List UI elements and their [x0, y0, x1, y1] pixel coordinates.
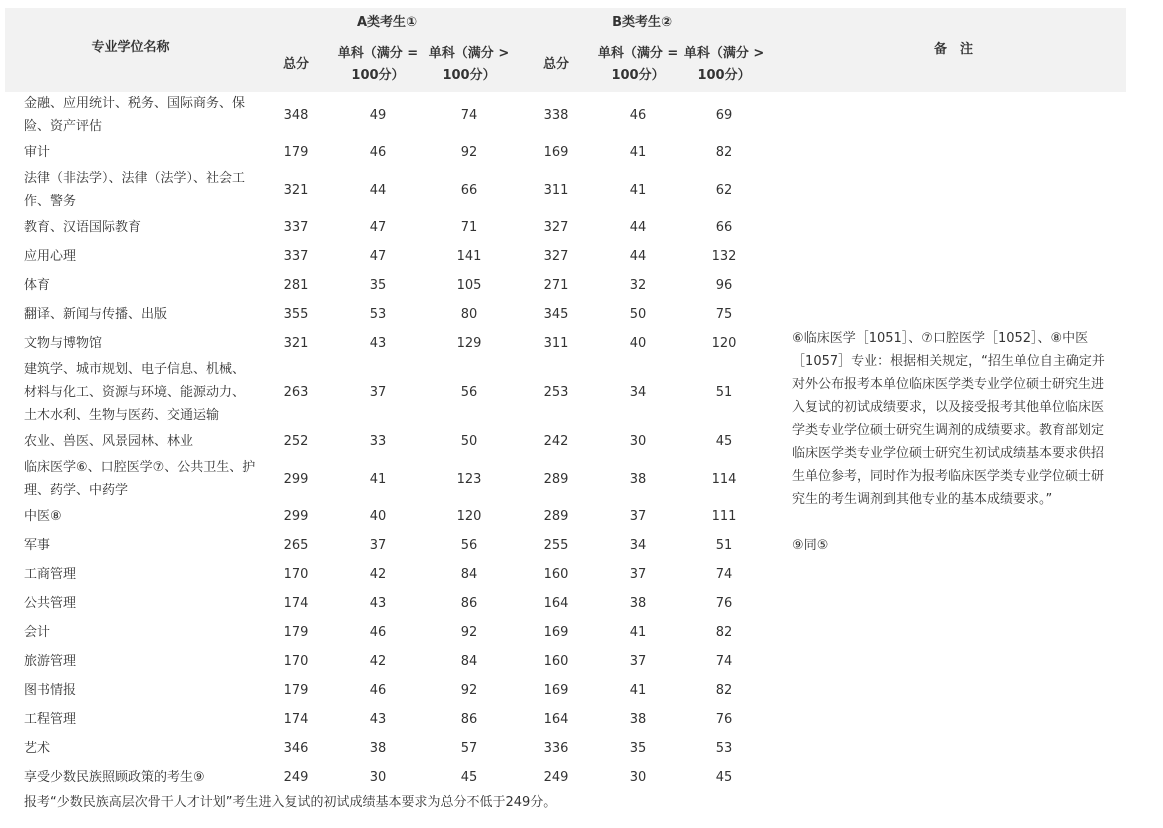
program-name-cell: 工程管理	[24, 712, 77, 727]
a-single-gt-cell: 74	[460, 107, 478, 123]
b-total-cell: 160	[543, 654, 569, 669]
b-single-eq-cell: 35	[629, 741, 647, 756]
b-single-gt-cell: 96	[715, 278, 733, 293]
header-program-name: 专业学位名称	[5, 8, 256, 92]
b-total-cell: 169	[543, 683, 569, 698]
b-single-gt-cell: 120	[711, 336, 737, 351]
b-single-gt-cell: 76	[715, 596, 733, 611]
a-single-gt-cell: 71	[460, 220, 478, 235]
program-name-cell: 翻译、新闻与传播、出版	[24, 307, 168, 322]
header-a-single-gt: 单科（满分 > 100分）	[420, 38, 518, 92]
header-remarks: 备 注	[766, 8, 1126, 92]
b-total-cell: 160	[543, 567, 569, 582]
program-name-cell: 工商管理	[24, 567, 77, 582]
a-single-eq-cell: 53	[369, 307, 387, 322]
b-single-gt-cell: 75	[715, 307, 733, 322]
a-single-eq-cell: 49	[369, 107, 387, 123]
b-single-gt-cell: 62	[715, 182, 733, 198]
b-total-cell: 327	[543, 220, 569, 235]
a-single-gt-cell: 86	[460, 712, 478, 727]
program-name-cell: 旅游管理	[24, 654, 77, 669]
a-total-cell: 337	[283, 249, 309, 264]
b-total-cell: 242	[543, 434, 569, 449]
table-row	[5, 92, 1126, 138]
b-total-cell: 164	[543, 596, 569, 611]
a-total-cell: 355	[283, 307, 309, 322]
program-name-cell: 图书情报	[24, 683, 77, 698]
b-single-gt-cell: 69	[715, 107, 733, 123]
program-name-cell: 应用心理	[24, 249, 77, 264]
a-single-gt-cell: 84	[460, 567, 478, 582]
program-name-cell: 审计	[24, 145, 51, 160]
a-single-gt-cell: 80	[460, 307, 478, 322]
b-single-eq-cell: 30	[629, 434, 647, 449]
b-total-cell: 289	[543, 509, 569, 524]
a-total-cell: 179	[283, 683, 309, 698]
b-total-cell: 271	[543, 278, 569, 293]
a-total-cell: 252	[283, 434, 309, 449]
a-single-gt-cell: 66	[460, 182, 478, 198]
a-single-gt-cell: 92	[460, 625, 478, 640]
b-total-cell: 338	[543, 107, 569, 123]
b-single-gt-cell: 82	[715, 625, 733, 640]
a-total-cell: 179	[283, 145, 309, 160]
b-single-gt-cell: 82	[715, 683, 733, 698]
b-total-cell: 255	[543, 538, 569, 553]
b-single-eq-cell: 40	[629, 336, 647, 351]
program-name-cell: 体育	[24, 278, 51, 293]
b-single-gt-cell: 114	[711, 471, 737, 487]
program-name-cell: 金融、应用统计、税务、国际商务、保险、资产评估	[24, 96, 246, 134]
b-single-gt-cell: 53	[715, 741, 733, 756]
b-single-eq-cell: 34	[629, 538, 647, 553]
a-total-cell: 321	[283, 182, 309, 198]
a-single-eq-cell: 41	[369, 471, 387, 487]
b-single-gt-cell: 82	[715, 145, 733, 160]
a-single-eq-cell: 42	[369, 654, 387, 669]
b-single-eq-cell: 44	[629, 220, 647, 235]
a-single-eq-cell: 43	[369, 596, 387, 611]
a-total-cell: 337	[283, 220, 309, 235]
b-total-cell: 249	[543, 770, 569, 785]
b-single-eq-cell: 37	[629, 654, 647, 669]
program-name-cell: 法律（非法学）、法律（法学）、社会工作、警务	[24, 171, 246, 209]
b-single-eq-cell: 37	[629, 509, 647, 524]
a-single-gt-cell: 56	[460, 385, 478, 400]
a-single-eq-cell: 35	[369, 278, 387, 293]
remark-spacer	[792, 511, 1112, 534]
b-single-eq-cell: 41	[629, 145, 647, 160]
a-single-eq-cell: 37	[369, 385, 387, 400]
remarks-cell	[766, 92, 1126, 792]
b-total-cell: 289	[543, 471, 569, 487]
b-single-eq-cell: 37	[629, 567, 647, 582]
program-name-cell: 临床医学⑥、口腔医学⑦、公共卫生、护理、药学、中药学	[24, 460, 256, 498]
a-single-eq-cell: 42	[369, 567, 387, 582]
a-total-cell: 321	[283, 336, 309, 351]
header-a-total: 总分	[256, 38, 336, 92]
b-single-gt-cell: 111	[711, 509, 737, 524]
a-single-eq-cell: 38	[369, 741, 387, 756]
a-total-cell: 174	[283, 596, 309, 611]
a-single-eq-cell: 46	[369, 145, 387, 160]
b-total-cell: 336	[543, 741, 569, 756]
a-single-eq-cell: 46	[369, 683, 387, 698]
a-single-gt-cell: 141	[456, 249, 482, 264]
program-name-cell: 建筑学、城市规划、电子信息、机械、材料与化工、资源与环境、能源动力、土木水利、生物与医药、交通运输	[24, 362, 246, 423]
a-total-cell: 249	[283, 770, 309, 785]
b-single-eq-cell: 38	[629, 471, 647, 487]
a-total-cell: 265	[283, 538, 309, 553]
a-single-gt-cell: 84	[460, 654, 478, 669]
b-single-gt-cell: 45	[715, 770, 733, 785]
b-single-eq-cell: 44	[629, 249, 647, 264]
a-single-eq-cell: 40	[369, 509, 387, 524]
a-single-eq-cell: 43	[369, 712, 387, 727]
a-single-gt-cell: 92	[460, 683, 478, 698]
a-single-gt-cell: 129	[456, 336, 482, 351]
program-name-cell: 公共管理	[24, 596, 77, 611]
remark-note-same: ⑨同⑤	[792, 538, 829, 553]
header-group-b: B类考生②	[518, 8, 766, 38]
a-single-eq-cell: 43	[369, 336, 387, 351]
b-total-cell: 169	[543, 145, 569, 160]
a-total-cell: 174	[283, 712, 309, 727]
a-single-gt-cell: 50	[460, 434, 478, 449]
b-single-gt-cell: 45	[715, 434, 733, 449]
b-single-gt-cell: 66	[715, 220, 733, 235]
b-single-gt-cell: 51	[715, 385, 733, 400]
header-b-total: 总分	[518, 38, 594, 92]
a-single-eq-cell: 46	[369, 625, 387, 640]
b-single-gt-cell: 74	[715, 654, 733, 669]
b-single-eq-cell: 38	[629, 596, 647, 611]
b-total-cell: 169	[543, 625, 569, 640]
b-total-cell: 311	[543, 336, 569, 351]
a-single-gt-cell: 56	[460, 538, 478, 553]
program-name-cell: 艺术	[24, 741, 51, 756]
a-single-gt-cell: 86	[460, 596, 478, 611]
b-single-eq-cell: 41	[629, 683, 647, 698]
header-group-a: A类考生①	[256, 8, 518, 38]
a-total-cell: 281	[283, 278, 309, 293]
b-total-cell: 327	[543, 249, 569, 264]
a-single-gt-cell: 57	[460, 741, 478, 756]
header-b-single-gt: 单科（满分 > 100分）	[682, 38, 766, 92]
b-total-cell: 311	[543, 182, 569, 198]
a-single-eq-cell: 47	[369, 220, 387, 235]
program-name-cell: 会计	[24, 625, 51, 640]
score-table	[5, 8, 1126, 792]
b-single-eq-cell: 41	[629, 625, 647, 640]
b-single-eq-cell: 41	[629, 182, 647, 198]
program-name-cell: 教育、汉语国际教育	[24, 220, 142, 235]
b-single-eq-cell: 50	[629, 307, 647, 322]
a-total-cell: 170	[283, 654, 309, 669]
program-name-cell: 文物与博物馆	[24, 336, 103, 351]
a-total-cell: 179	[283, 625, 309, 640]
a-single-eq-cell: 30	[369, 770, 387, 785]
a-total-cell: 170	[283, 567, 309, 582]
b-single-eq-cell: 32	[629, 278, 647, 293]
b-single-eq-cell: 46	[629, 107, 647, 123]
b-single-eq-cell: 38	[629, 712, 647, 727]
a-single-gt-cell: 120	[456, 509, 482, 524]
a-total-cell: 348	[283, 107, 309, 123]
a-single-eq-cell: 47	[369, 249, 387, 264]
table-header	[5, 8, 1126, 92]
a-single-eq-cell: 44	[369, 182, 387, 198]
program-name-cell: 中医⑧	[24, 509, 62, 524]
b-single-eq-cell: 34	[629, 385, 647, 400]
b-single-gt-cell: 76	[715, 712, 733, 727]
header-b-single-eq: 单科（满分 = 100分）	[594, 38, 682, 92]
program-name-cell: 军事	[24, 538, 51, 553]
program-name-cell: 农业、兽医、风景园林、林业	[24, 434, 194, 449]
a-single-gt-cell: 45	[460, 770, 478, 785]
b-single-gt-cell: 132	[711, 249, 737, 264]
table-body	[5, 92, 1126, 792]
a-total-cell: 346	[283, 741, 309, 756]
b-single-gt-cell: 74	[715, 567, 733, 582]
footnote: 报考“少数民族高层次骨干人才计划”考生进入复试的初试成绩基本要求为总分不低于249分。	[24, 795, 557, 810]
a-total-cell: 299	[283, 509, 309, 524]
remark-note-clinical: ⑥临床医学［1051］、⑦口腔医学［1052］、⑧中医［1057］专业：根据相关规定，“招生单位自主确定并对外公布报考本单位临床医学类专业学位硕士研究生进入复试的初试成绩要求，以及接受报考其他单位临床医学类专业学位硕士研究生调剂的成绩要求。教育部划定临床医学类专业学位硕士研究生初试成绩基本要求供招生单位参考，同时作为报考临床医学类专业学位硕士研究生的考生调剂到其他专业的基本成绩要求。”	[792, 331, 1105, 507]
a-total-cell: 299	[283, 471, 309, 487]
b-total-cell: 345	[543, 307, 569, 322]
a-total-cell: 263	[283, 385, 309, 400]
program-name-cell: 享受少数民族照顾政策的考生⑨	[24, 770, 205, 785]
a-single-eq-cell: 33	[369, 434, 387, 449]
a-single-gt-cell: 92	[460, 145, 478, 160]
b-single-eq-cell: 30	[629, 770, 647, 785]
a-single-gt-cell: 123	[456, 471, 482, 487]
header-a-single-eq: 单科（满分 = 100分）	[336, 38, 420, 92]
b-single-gt-cell: 51	[715, 538, 733, 553]
a-single-gt-cell: 105	[456, 278, 482, 293]
b-total-cell: 253	[543, 385, 569, 400]
b-total-cell: 164	[543, 712, 569, 727]
a-single-eq-cell: 37	[369, 538, 387, 553]
